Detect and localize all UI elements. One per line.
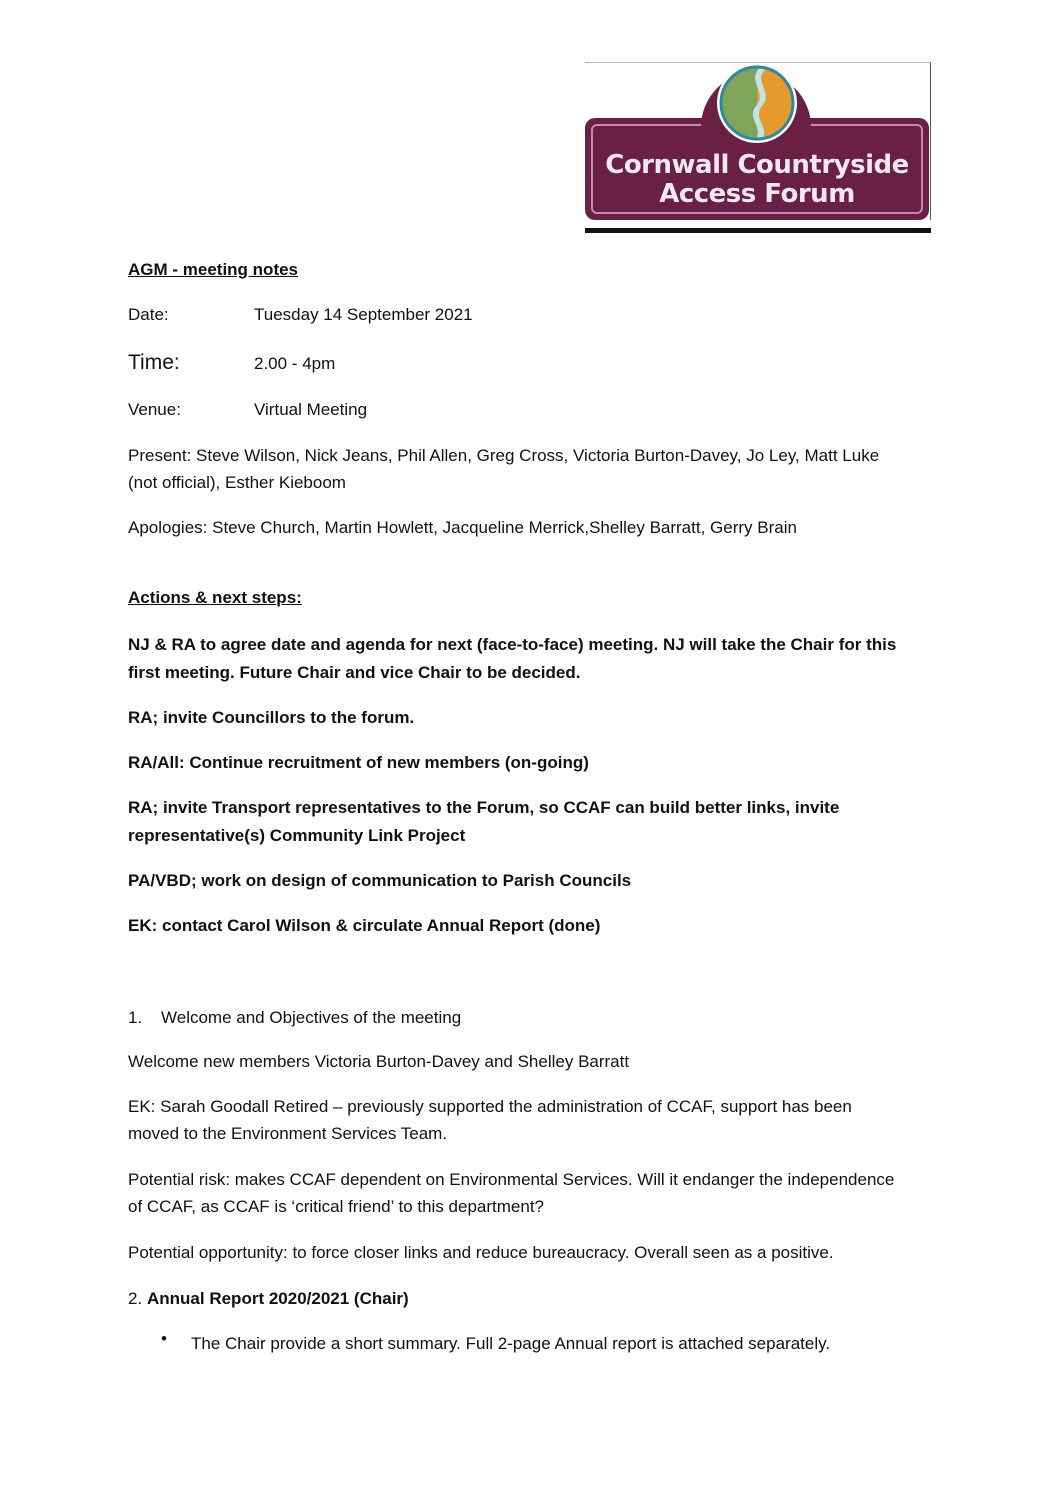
section-2-title: Annual Report 2020/2021 (Chair) xyxy=(147,1289,409,1308)
section-1-paragraph-3-line-2: of CCAF, as CCAF is ‘critical friend’ to this department? xyxy=(128,1197,545,1216)
action-item-3: RA/All: Continue recruitment of new members (on-going) xyxy=(128,753,589,772)
logo-title-line2: Access Forum xyxy=(659,179,855,209)
section-1-paragraph-1: Welcome new members Victoria Burton-Davey and Shelley Barratt xyxy=(128,1052,630,1071)
action-item-4-line-2: representative(s) Community Link Project xyxy=(128,826,466,845)
action-item-1-line-2: first meeting. Future Chair and vice Chair to be decided. xyxy=(128,663,581,682)
section-1-paragraph-2-line-1: EK: Sarah Goodall Retired – previously supported the administration of CCAF, support has been xyxy=(128,1097,852,1116)
venue-value: Virtual Meeting xyxy=(254,400,368,419)
logo-title-line1: Cornwall Countryside xyxy=(605,150,909,180)
logo-emblem-icon xyxy=(716,62,798,144)
section-1-title: Welcome and Objectives of the meeting xyxy=(161,1008,462,1027)
date-value: Tuesday 14 September 2021 xyxy=(254,305,473,324)
venue-label: Venue: xyxy=(128,400,181,419)
action-item-2: RA; invite Councillors to the forum. xyxy=(128,708,415,727)
action-item-6: EK: contact Carol Wilson & circulate Annual Report (done) xyxy=(128,916,601,935)
date-label: Date: xyxy=(128,305,169,324)
time-value: 2.00 - 4pm xyxy=(254,354,336,373)
action-item-1-line-1: NJ & RA to agree date and agenda for next (face-to-face) meeting. NJ will take the Chair for this xyxy=(128,635,897,654)
apologies-line: Apologies: Steve Church, Martin Howlett, Jacqueline Merrick,Shelley Barratt, Gerry Brain xyxy=(128,518,797,537)
section-1-paragraph-4: Potential opportunity: to force closer links and reduce bureaucracy. Overall seen as a positive. xyxy=(128,1243,834,1262)
action-item-5: PA/VBD; work on design of communication to Parish Councils xyxy=(128,871,632,890)
section-1-paragraph-2-line-2: moved to the Environment Services Team. xyxy=(128,1124,448,1143)
header-rule xyxy=(585,228,931,233)
time-label: Time: xyxy=(128,351,180,374)
bullet-dot-icon: • xyxy=(161,1329,167,1348)
action-item-4-line-1: RA; invite Transport representatives to the Forum, so CCAF can build better links, invite xyxy=(128,798,840,817)
forum-logo xyxy=(585,62,931,234)
section-2-bullet-1: The Chair provide a short summary. Full 2-page Annual report is attached separately. xyxy=(191,1334,831,1353)
actions-heading: Actions & next steps: xyxy=(128,588,302,607)
section-1-paragraph-3-line-1: Potential risk: makes CCAF dependent on Environmental Services. Will it endanger the independence xyxy=(128,1170,895,1189)
section-1-number: 1. xyxy=(128,1008,143,1027)
document-title: AGM - meeting notes xyxy=(128,260,299,279)
section-2-number: 2. xyxy=(128,1289,143,1308)
present-line-1: Present: Steve Wilson, Nick Jeans, Phil Allen, Greg Cross, Victoria Burton-Davey, Jo Ley, Matt Luke xyxy=(128,446,880,465)
present-line-2: (not official), Esther Kieboom xyxy=(128,473,346,492)
